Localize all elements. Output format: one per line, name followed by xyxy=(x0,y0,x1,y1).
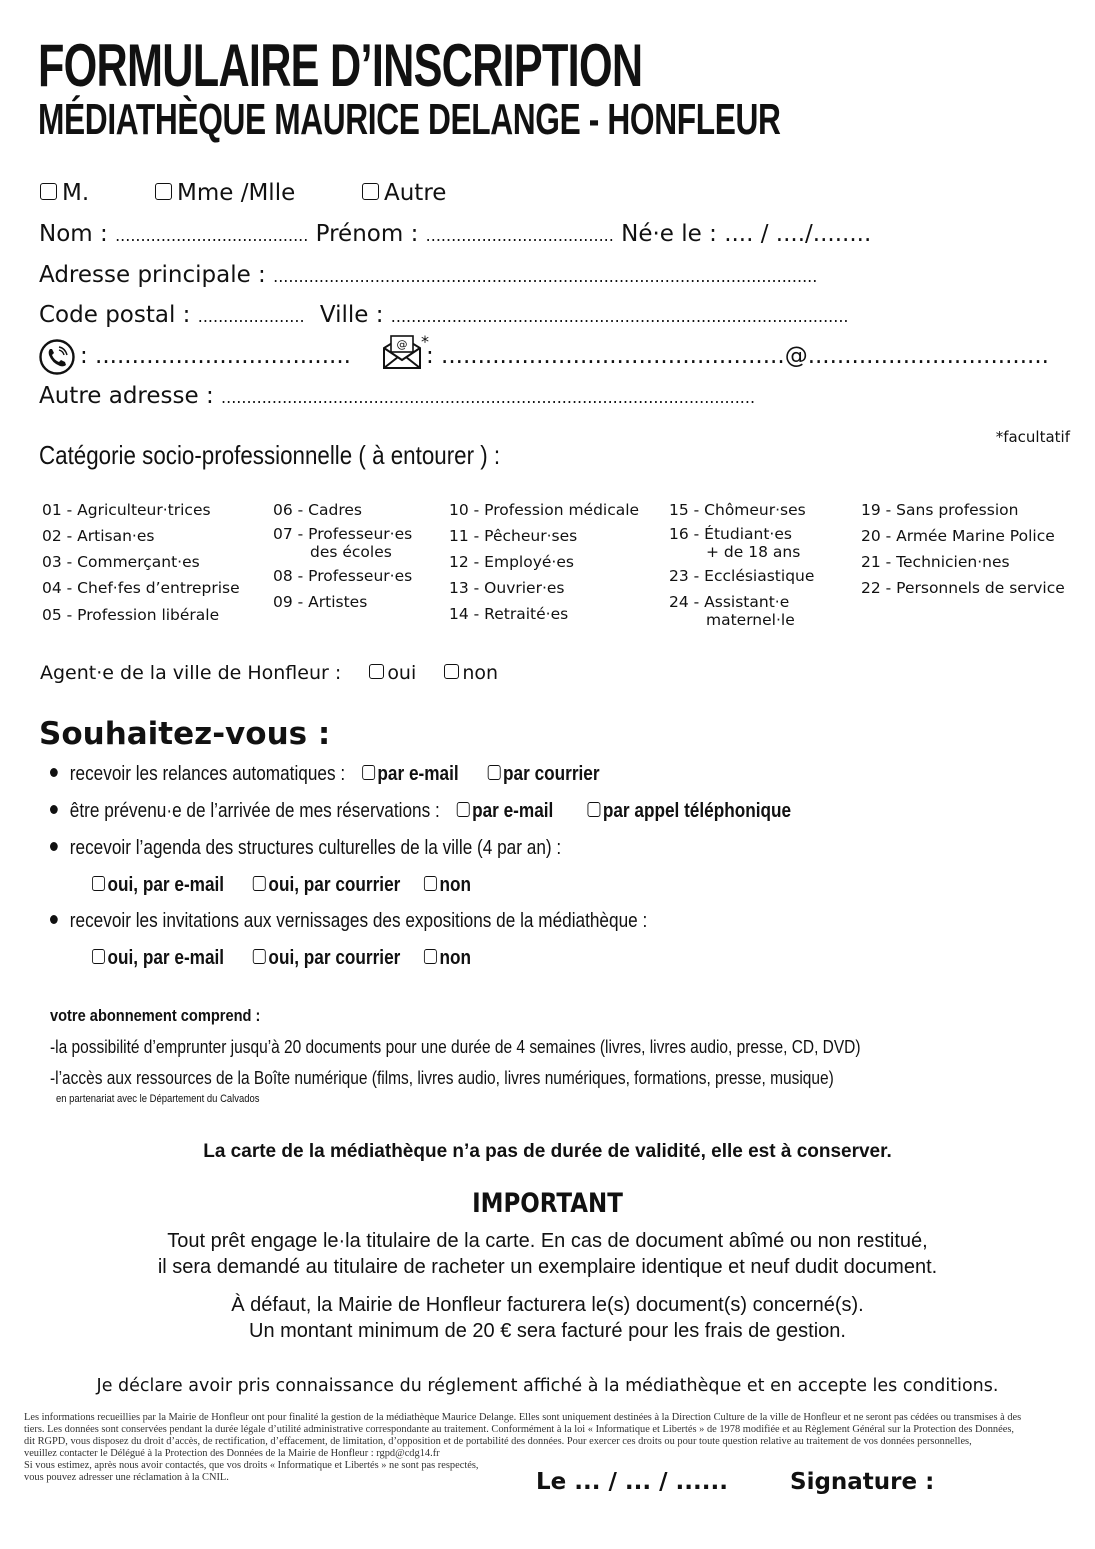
agent-non-label: non xyxy=(462,662,499,684)
abonnement-line-1: -la possibilité d’emprunter jusqu’à 20 documents pour une durée de 4 semaines (livres, livres audio, presse, CD, DVD) xyxy=(50,1037,861,1057)
category-item-line1: 24 - Assistant·e xyxy=(669,593,790,611)
cp-ville-row xyxy=(39,300,849,332)
carte-validity-note: La carte de la médiathèque n’a pas de durée de validité, elle est à conserver. xyxy=(203,1141,892,1162)
pref-agenda-options xyxy=(92,874,471,897)
category-item[interactable]: 01 - Agriculteur·trices xyxy=(42,501,211,519)
adresse-field[interactable]: ........................................................................................................... xyxy=(273,267,818,286)
category-column-2 xyxy=(273,497,412,615)
legal-line: Si vous estimez, après nous avoir contactés, que vos droits « Informatique et Libertés » ne sont pas respectés, xyxy=(24,1460,479,1471)
option-agenda-courrier[interactable] xyxy=(253,874,400,896)
category-column-1 xyxy=(42,497,240,628)
civility-m-label: M. xyxy=(62,180,90,206)
category-item[interactable]: 02 - Artisan·es xyxy=(42,527,155,545)
signature-field[interactable]: Signature : xyxy=(790,1469,935,1495)
declaration-text: Je déclare avoir pris connaissance du réglement affiché à la médiathèque et en accepte les conditions. xyxy=(96,1376,999,1396)
option-label: non xyxy=(439,947,472,969)
souhaitez-heading: Souhaitez-vous : xyxy=(39,716,331,752)
important-p2-line1: À défaut, la Mairie de Honfleur facturera le(s) document(s) concerné(s). xyxy=(231,1294,864,1316)
option-vernissages-courrier[interactable] xyxy=(253,947,400,969)
email-user-dots: : ............................................... xyxy=(426,343,785,369)
option-relances-courrier[interactable] xyxy=(488,763,600,785)
email-at-sign: @ xyxy=(784,343,808,369)
email-icon xyxy=(382,334,422,374)
option-reservations-telephone[interactable] xyxy=(587,800,791,822)
nom-field[interactable]: ...................................... xyxy=(115,226,309,245)
form-title: FORMULAIRE D’INSCRIPTION xyxy=(38,32,643,99)
categories-label: Catégorie socio-professionnelle ( à entourer ) : xyxy=(39,440,501,470)
cp-field[interactable]: ..................... xyxy=(197,307,305,326)
pref-reservations-text: être prévenu·e de l’arrivée de mes réservations : xyxy=(69,800,440,822)
adresse-row xyxy=(39,260,817,292)
agent-oui-label: oui xyxy=(387,662,417,684)
legal-line: vous pouvez adresser une réclamation à la CNIL. xyxy=(24,1472,229,1483)
checkbox-agent-non[interactable] xyxy=(444,664,459,679)
bullet-icon xyxy=(50,768,58,777)
facultatif-note: *facultatif xyxy=(995,428,1070,446)
category-item[interactable]: 14 - Retraité·es xyxy=(449,605,569,623)
agent-label: Agent·e de la ville de Honfleur : xyxy=(40,662,342,684)
checkbox-m[interactable] xyxy=(40,183,57,200)
option-vernissages-email[interactable] xyxy=(92,947,224,969)
checkbox[interactable] xyxy=(362,765,375,780)
category-item[interactable]: 22 - Personnels de service xyxy=(861,579,1065,597)
email-field[interactable] xyxy=(426,341,1049,371)
important-heading: IMPORTANT xyxy=(472,1188,623,1219)
pref-vernissages xyxy=(50,910,647,933)
category-item[interactable]: 12 - Employé·es xyxy=(449,553,574,571)
email-domain-dots: ................................. xyxy=(807,343,1049,369)
pref-agenda-text: recevoir l’agenda des structures culturelles de la ville (4 par an) : xyxy=(69,837,562,859)
option-label: par e-mail xyxy=(377,763,459,785)
svg-text:@: @ xyxy=(396,338,408,351)
phone-field[interactable]: : ................................... xyxy=(80,343,351,369)
option-label: oui, par courrier xyxy=(268,947,401,969)
category-item[interactable]: 03 - Commerçant·es xyxy=(42,553,200,571)
agent-row xyxy=(40,660,498,686)
category-item[interactable]: 09 - Artistes xyxy=(273,593,368,611)
bullet-icon xyxy=(50,842,58,851)
category-item-line2: + de 18 ans xyxy=(706,543,801,561)
important-p2-line2: Un montant minimum de 20 € sera facturé pour les frais de gestion. xyxy=(249,1320,846,1342)
ville-label: Ville : xyxy=(319,302,384,328)
category-item[interactable]: 06 - Cadres xyxy=(273,501,362,519)
checkbox[interactable] xyxy=(587,802,600,817)
civility-autre[interactable] xyxy=(362,178,446,208)
adresse-label: Adresse principale : xyxy=(39,262,266,288)
bullet-icon xyxy=(50,915,58,924)
important-paragraph-2 xyxy=(0,1292,1095,1344)
checkbox-autre[interactable] xyxy=(362,183,379,200)
option-label: par courrier xyxy=(503,763,600,785)
category-item[interactable]: 20 - Armée Marine Police xyxy=(861,527,1055,545)
checkbox[interactable] xyxy=(253,876,266,891)
option-relances-email[interactable] xyxy=(362,763,459,785)
agent-non[interactable] xyxy=(444,662,498,684)
category-item[interactable]: 08 - Professeur·es xyxy=(273,567,413,585)
category-item[interactable] xyxy=(669,589,814,633)
nom-row xyxy=(39,219,871,251)
option-reservations-email[interactable] xyxy=(457,800,554,822)
naissance-label: Né·e le : xyxy=(621,221,717,247)
autre-adresse-field[interactable]: ......................................................................................................... xyxy=(221,388,756,407)
legal-line: dit RGPD, vous disposez du droit d’accès, de rectification, d’effacement, de limitation, d’opposition et de portabilité des données. Pour exercer ces droits ou pour toute question relative au traitement de vos données personnelles, xyxy=(24,1436,972,1447)
category-item[interactable]: 13 - Ouvrier·es xyxy=(449,579,565,597)
category-column-3 xyxy=(449,497,639,627)
option-label: oui, par e-mail xyxy=(107,947,225,969)
category-item[interactable]: 11 - Pêcheur·ses xyxy=(449,527,578,545)
abonnement-note: en partenariat avec le Département du Calvados xyxy=(56,1093,260,1105)
legal-line: Les informations recueillies par la Mairie de Honfleur ont pour finalité la gestion de la médiathèque Maurice Delange. Elles sont uniquement destinées à la Direction Culture de la ville de Honfleur et ne seront pas cédées ou transmises à des xyxy=(24,1412,1022,1423)
option-label: par e-mail xyxy=(472,800,554,822)
naissance-field[interactable]: .... / ..../........ xyxy=(724,221,872,247)
email-required-star: * xyxy=(421,332,429,351)
option-label: oui, par e-mail xyxy=(107,874,225,896)
pref-reservations xyxy=(50,800,791,823)
prenom-label: Prénom : xyxy=(315,221,419,247)
pref-vernissages-options xyxy=(92,947,471,970)
category-item[interactable]: 21 - Technicien·nes xyxy=(861,553,1010,571)
pref-relances-text: recevoir les relances automatiques : xyxy=(69,763,346,785)
category-item-line2: des écoles xyxy=(310,543,392,561)
checkbox[interactable] xyxy=(424,949,437,964)
civility-m[interactable] xyxy=(40,178,89,208)
option-label: par appel téléphonique xyxy=(602,800,792,822)
abonnement-line-2: -l’accès aux ressources de la Boîte numérique (films, livres audio, livres numériques, formations, presse, musique) xyxy=(50,1068,834,1088)
civility-mme-label: Mme /Mlle xyxy=(177,180,296,206)
bullet-icon xyxy=(50,805,58,814)
category-item-line1: 16 - Étudiant·es xyxy=(669,525,792,543)
legal-line: tiers. Les données sont conservées pendant la durée légale d’utilité administrative correspondante au traitement. Conformément à la loi « Informatique et Libertés » de 1978 modifiée et au Règlement Général sur la Protection des Données, xyxy=(24,1424,1014,1435)
option-label: non xyxy=(439,874,472,896)
category-item[interactable]: 10 - Profession médicale xyxy=(449,501,640,519)
phone-icon xyxy=(38,338,76,380)
nom-label: Nom : xyxy=(39,221,108,247)
checkbox[interactable] xyxy=(92,949,105,964)
checkbox-mme[interactable] xyxy=(155,183,172,200)
category-item-line2: maternel·le xyxy=(706,611,795,629)
ville-field[interactable]: .......................................................................................... xyxy=(390,307,849,326)
abonnement-heading: votre abonnement comprend : xyxy=(50,1006,261,1025)
category-item[interactable]: 15 - Chômeur·ses xyxy=(669,501,806,519)
category-item[interactable]: 23 - Ecclésiastique xyxy=(669,567,815,585)
autre-adresse-row xyxy=(39,381,755,413)
legal-line: veuillez contacter le Délégué à la Protection des Données de la Mairie de Honfleur : rgpd@cdg14.fr xyxy=(24,1448,440,1459)
cp-label: Code postal : xyxy=(39,302,191,328)
category-item-line1: 07 - Professeur·es xyxy=(273,525,413,543)
important-p1-line2: il sera demandé au titulaire de racheter un exemplaire identique et neuf dudit document. xyxy=(157,1256,938,1278)
option-agenda-non[interactable] xyxy=(424,874,471,896)
option-label: oui, par courrier xyxy=(268,874,401,896)
pref-vernissages-text: recevoir les invitations aux vernissages des expositions de la médiathèque : xyxy=(69,910,648,932)
checkbox-agent-oui[interactable] xyxy=(369,664,384,679)
category-column-4 xyxy=(669,497,814,633)
form-subtitle: MÉDIATHÈQUE MAURICE DELANGE - HONFLEUR xyxy=(38,95,781,144)
category-item[interactable]: 19 - Sans profession xyxy=(861,501,1019,519)
checkbox[interactable] xyxy=(457,802,470,817)
date-field[interactable]: Le ... / ... / ...... xyxy=(536,1469,728,1495)
important-paragraph-1 xyxy=(0,1228,1095,1280)
checkbox[interactable] xyxy=(253,949,266,964)
civility-autre-label: Autre xyxy=(384,180,447,206)
category-item[interactable] xyxy=(273,521,412,565)
category-column-5 xyxy=(861,497,1065,601)
category-item[interactable]: 05 - Profession libérale xyxy=(42,606,220,624)
category-item[interactable]: 04 - Chef·fes d’entreprise xyxy=(42,579,240,597)
option-agenda-email[interactable] xyxy=(92,874,224,896)
autre-adresse-label: Autre adresse : xyxy=(39,383,214,409)
checkbox[interactable] xyxy=(424,876,437,891)
prenom-field[interactable]: ..................................... xyxy=(425,226,614,245)
pref-relances xyxy=(50,763,600,786)
checkbox[interactable] xyxy=(92,876,105,891)
civility-mme[interactable] xyxy=(155,178,295,208)
important-p1-line1: Tout prêt engage le·la titulaire de la carte. En cas de document abîmé ou non restitué, xyxy=(167,1230,928,1252)
option-vernissages-non[interactable] xyxy=(424,947,471,969)
agent-oui[interactable] xyxy=(369,662,416,684)
category-item[interactable] xyxy=(669,521,814,565)
checkbox[interactable] xyxy=(488,765,501,780)
pref-agenda xyxy=(50,837,561,860)
